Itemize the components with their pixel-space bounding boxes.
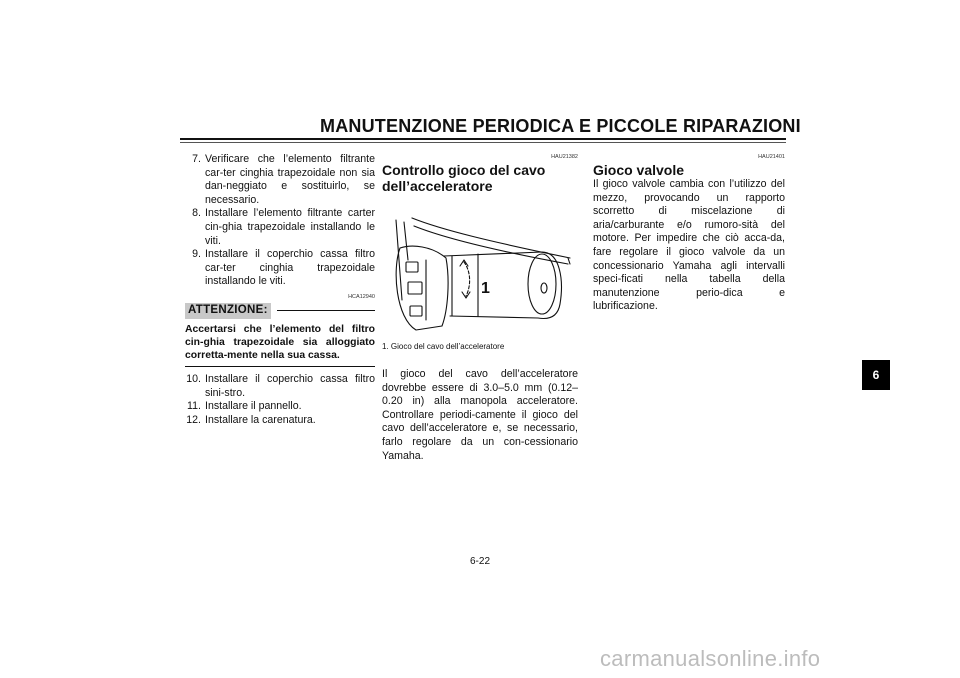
page-number: 6-22 [469,556,490,567]
section-body: Il gioco del cavo dell’acceleratore dovrebbe essere di 3.0–5.0 mm (0.12–0.20 in) alla manopola acceleratore. Controllare periodi-camente il gioco del cavo dell’acceleratore e, se necessario, farlo regolare da un con-cessionario Yamaha. [382,368,578,462]
throttle-grip-figure [382,200,572,342]
section-code: HAU21382 [551,154,578,160]
figure-callout: 1 [481,280,490,297]
section-code: HAU21401 [758,154,785,160]
step-number: 12. [186,413,201,426]
column-left [185,153,375,428]
section-title: Controllo gioco del cavo dell’acceleratore [382,162,546,194]
section-body: Il gioco valvole cambia con l’utilizzo del mezzo, provocando un rapporto scorretto di miscelazione di aria/carburante e/o rumoro-sità del motore. Per impedire che ciò acca-da, fare regolare il gioco valvole da un concessionario Yamaha agli intervalli speci-ficati nella tabella della manutenzione perio-dica e lubrificazione. [593,178,785,313]
list-item [185,248,375,289]
step-number: 8. [192,207,201,220]
warning-label: ATTENZIONE: [185,303,271,319]
list-item [185,414,375,428]
throttle-grip-illustration [382,200,572,342]
list-item [185,207,375,248]
header-rule-thin [180,142,786,143]
steps-list-a [185,153,375,289]
step-text: Installare l’elemento filtrante carter cin-ghia trapezoidale installando le viti. [205,207,375,247]
warning-header [185,303,375,319]
step-text: Installare il coperchio cassa filtro sini-stro. [205,373,375,399]
step-number: 7. [192,153,201,165]
step-number: 10. [186,373,201,386]
chapter-tab: 6 [862,360,890,390]
list-item [185,400,375,414]
steps-list-b [185,373,375,427]
warning-code: HCA12940 [348,293,375,300]
step-text: Installare la carenatura. [205,413,316,426]
step-text: Installare il coperchio cassa filtro car-ter cinghia trapezoidale installando le viti. [205,248,375,288]
figure-caption: 1. Gioco del cavo dell’acceleratore [382,342,505,351]
list-item [185,373,375,400]
column-middle [382,153,578,463]
step-number: 9. [192,248,201,261]
watermark: carmanualsonline.info [600,646,821,671]
column-right [593,153,785,314]
step-text: Installare il pannello. [205,400,302,413]
warning-text: Accertarsi che l’elemento del filtro cin-ghia trapezoidale sia alloggiato corretta-mente nella sua cassa. [185,323,375,368]
warning-rule [277,310,375,312]
section-title: Gioco valvole [593,162,685,178]
page-title: MANUTENZIONE PERIODICA E PICCOLE RIPARAZIONI [320,116,801,136]
step-text: Verificare che l’elemento filtrante car-ter cinghia trapezoidale non sia dan-neggiato e sostituirlo, se necessario. [205,153,375,206]
step-number: 11. [187,400,201,413]
list-item [185,153,375,207]
header-rule [180,138,786,140]
